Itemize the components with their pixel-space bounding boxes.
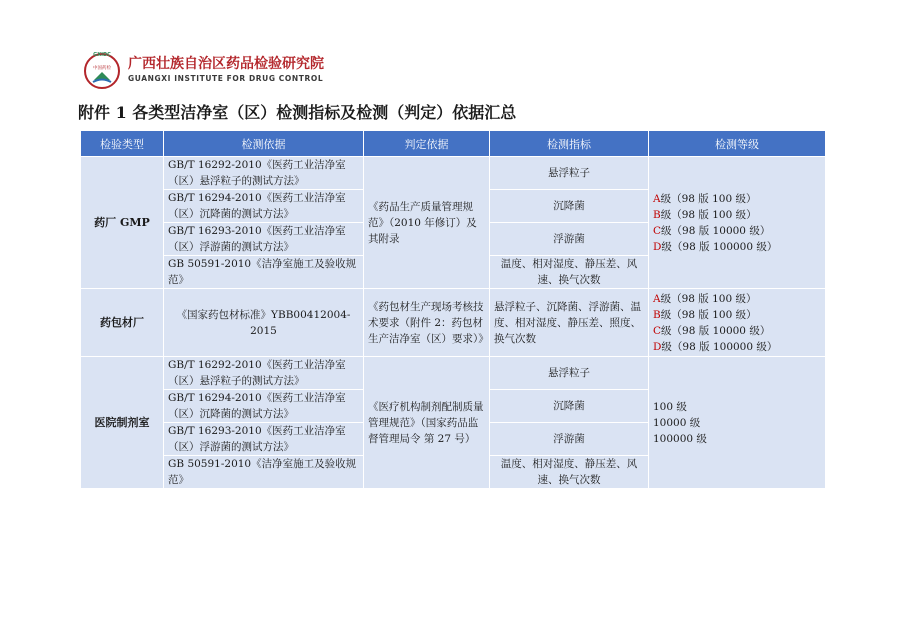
judgement-cell: 《药包材生产现场考核技术要求（附件 2：药包材生产洁净室（区）要求）》 <box>364 289 490 357</box>
document-header <box>82 50 324 90</box>
document-title: 附件 1 各类型洁净室（区）检测指标及检测（判定）依据汇总 <box>78 103 517 122</box>
inspection-type-cell: 医院制剂室 <box>81 357 164 489</box>
grade-line <box>653 207 821 223</box>
indicator-cell: 温度、相对湿度、静压差、风速、换气次数 <box>490 256 649 289</box>
logo-ring-text: GXIDC <box>93 52 111 58</box>
basis-cell: GB/T 16293-2010《医药工业洁净室（区）浮游菌的测试方法》 <box>164 223 364 256</box>
grade-text: 级（98 版 100000 级） <box>661 240 778 253</box>
column-header: 检验类型 <box>81 131 164 157</box>
basis-cell: GB/T 16293-2010《医药工业洁净室（区）浮游菌的测试方法》 <box>164 423 364 456</box>
grade-line: 100000 级 <box>653 432 707 445</box>
column-header: 检测依据 <box>164 131 364 157</box>
column-header: 检测指标 <box>490 131 649 157</box>
grade-letter: A <box>653 292 661 305</box>
inspection-type-cell: 药包材厂 <box>81 289 164 357</box>
grade-letter: B <box>653 308 661 321</box>
grade-line <box>653 223 821 239</box>
grade-line <box>653 191 821 207</box>
grade-text: 级（98 版 100000 级） <box>661 340 778 353</box>
logo-inner-text: 中国药检 <box>93 66 111 71</box>
grade-letter: D <box>653 240 662 253</box>
basis-cell: GB 50591-2010《洁净室施工及验收规范》 <box>164 456 364 489</box>
grade-cell <box>649 157 826 289</box>
grade-line <box>653 291 821 307</box>
grade-line <box>653 239 821 255</box>
cleanroom-summary-table <box>80 130 826 489</box>
grade-line <box>653 323 821 339</box>
grade-text: 级（98 版 100 级） <box>660 192 757 205</box>
basis-cell: 《国家药包材标准》YBB00412004-2015 <box>164 289 364 357</box>
grade-text: 级（98 版 100 级） <box>660 292 757 305</box>
judgement-cell: 《药品生产质量管理规范》（2010 年修订）及其附录 <box>364 157 490 289</box>
grade-letter: C <box>653 324 662 337</box>
indicator-cell: 浮游菌 <box>490 423 649 456</box>
column-header: 检测等级 <box>649 131 826 157</box>
grade-text: 级（98 版 100 级） <box>660 308 757 321</box>
grade-cell <box>649 357 826 489</box>
indicator-cell: 悬浮粒子、沉降菌、浮游菌、温度、相对湿度、静压差、照度、换气次数 <box>490 289 649 357</box>
institute-logo-icon <box>82 50 122 90</box>
basis-cell: GB 50591-2010《洁净室施工及验收规范》 <box>164 256 364 289</box>
basis-cell: GB/T 16294-2010《医药工业洁净室（区）沉降菌的测试方法》 <box>164 390 364 423</box>
basis-cell: GB/T 16294-2010《医药工业洁净室（区）沉降菌的测试方法》 <box>164 190 364 223</box>
indicator-cell: 悬浮粒子 <box>490 357 649 390</box>
grade-text: 级（98 版 100 级） <box>660 208 757 221</box>
indicator-cell: 浮游菌 <box>490 223 649 256</box>
column-header: 判定依据 <box>364 131 490 157</box>
inspection-type-cell: 药厂 GMP <box>81 157 164 289</box>
indicator-cell: 温度、相对湿度、静压差、风速、换气次数 <box>490 456 649 489</box>
basis-cell: GB/T 16292-2010《医药工业洁净室（区）悬浮粒子的测试方法》 <box>164 157 364 190</box>
grade-line: 100 级 <box>653 400 687 413</box>
indicator-cell: 沉降菌 <box>490 190 649 223</box>
indicator-cell: 悬浮粒子 <box>490 157 649 190</box>
table-row <box>81 357 826 390</box>
table-header-row <box>81 131 826 157</box>
org-name-en: GUANGXI INSTITUTE FOR DRUG CONTROL <box>128 74 324 83</box>
grade-text: 级（98 版 10000 级） <box>661 224 771 237</box>
grade-letter: B <box>653 208 661 221</box>
grade-letter: D <box>653 340 662 353</box>
grade-cell <box>649 289 826 357</box>
grade-line: 10000 级 <box>653 416 701 429</box>
grade-line <box>653 339 821 355</box>
table-row <box>81 289 826 357</box>
table-row <box>81 157 826 190</box>
org-name-cn: 广西壮族自治区药品检验研究院 <box>128 56 324 72</box>
grade-letter: A <box>653 192 661 205</box>
grade-line <box>653 307 821 323</box>
indicator-cell: 沉降菌 <box>490 390 649 423</box>
grade-text: 级（98 版 10000 级） <box>661 324 771 337</box>
grade-letter: C <box>653 224 662 237</box>
judgement-cell: 《医疗机构制剂配制质量管理规范》（国家药品监督管理局令 第 27 号） <box>364 357 490 489</box>
basis-cell: GB/T 16292-2010《医药工业洁净室（区）悬浮粒子的测试方法》 <box>164 357 364 390</box>
